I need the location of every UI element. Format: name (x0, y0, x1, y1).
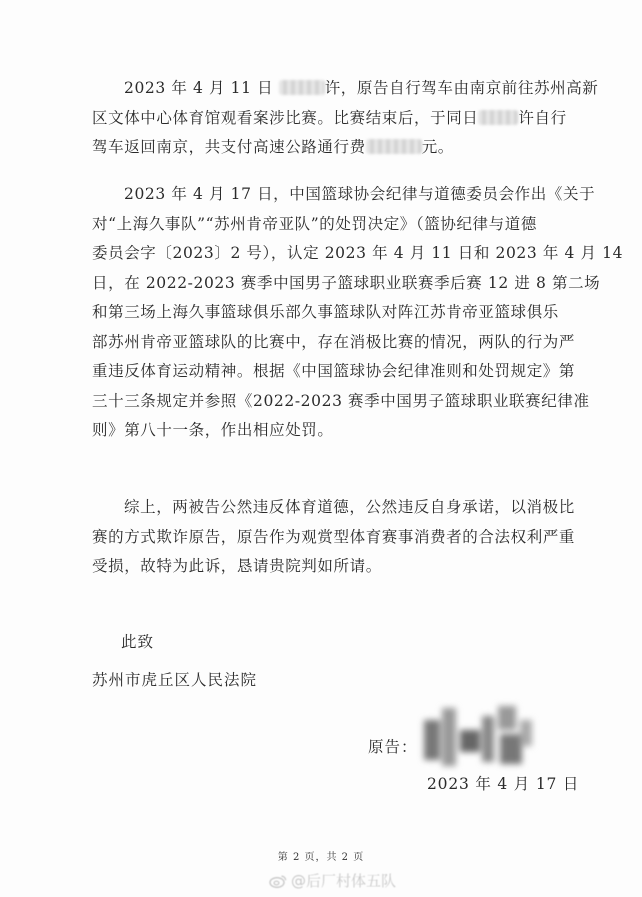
paragraph-travel (92, 74, 599, 163)
closing-salutation: 此致 (121, 633, 155, 651)
watermark (269, 870, 396, 891)
page-number: 第 2 页，共 2 页 (277, 852, 365, 863)
paragraph-line (92, 387, 590, 417)
text-segment: 受损，故特为此诉，恳请贵院判如所请。 (92, 557, 382, 575)
signature-redacted (420, 700, 538, 774)
text-segment: 重违反体育运动精神。根据《中国篮球协会纪律准则和处罚规定》第 (92, 362, 576, 380)
text-segment: 三十三条规定并参照《2022-2023 赛季中国男子篮球职业联赛纪律准 (92, 391, 590, 410)
paragraph-line (92, 239, 624, 269)
text-segment: 和第三场上海久事篮球俱乐部久事篮球队对阵江苏肯帝亚篮球俱乐 (92, 303, 559, 321)
paragraph-line (92, 493, 575, 523)
paragraph-line (92, 133, 552, 163)
text-segment: 元。 (421, 138, 454, 156)
text-segment: 2023 年 4 月 11 日 (124, 79, 279, 97)
paragraph-line (92, 552, 552, 582)
redacted-value (478, 110, 518, 125)
text-segment: 驾车返回南京，共支付高速公路通行费 (92, 138, 366, 156)
filing-date: 2023 年 4 月 17 日 (427, 775, 580, 793)
redacted-value (279, 80, 325, 95)
paragraph-line (92, 328, 576, 358)
court-name: 苏州市虎丘区人民法院 (92, 671, 258, 689)
text-segment: 许自行 (518, 108, 567, 127)
paragraph-penalty-decision (92, 180, 624, 446)
text-segment: 综上，两被告公然违反体育道德，公然违反自身承诺，以消极比 (124, 498, 575, 516)
text-segment: 许，原告自行驾车由南京前往苏州高新 (324, 79, 599, 97)
redacted-value (366, 139, 422, 154)
paragraph-line (92, 210, 552, 240)
watermark-text: @后厂村体五队 (291, 872, 397, 890)
weibo-icon (269, 874, 287, 888)
paragraph-line (92, 104, 567, 134)
text-segment: 对“上海久事队”“苏州肯帝亚队”的处罚决定》（篮协纪律与道德 (92, 214, 537, 233)
text-segment: 部苏州肯帝亚篮球队的比赛中，存在消极比赛的情况，两队的行为严 (92, 332, 576, 351)
plaintiff-label: 原告： (368, 738, 418, 756)
paragraph-line (92, 298, 559, 328)
paragraph-line (92, 269, 601, 299)
paragraph-summary (92, 493, 576, 582)
text-segment: 委员会字〔2023〕2 号），认定 2023 年 4 月 11 日和 2023 年 4 月 14 (92, 244, 624, 262)
text-segment: 2023 年 4 月 17 日，中国篮球协会纪律与道德委员会作出《关于 (124, 185, 596, 203)
text-segment: 赛的方式欺诈原告，原告作为观赏型体育赛事消费者的合法权利严重 (92, 527, 576, 546)
text-segment: 则》第八十一条，作出相应处罚。 (92, 421, 334, 439)
paragraph-line (92, 523, 576, 553)
paragraph-line (92, 357, 576, 387)
paragraph-line (92, 180, 596, 210)
paragraph-line (92, 74, 599, 104)
text-segment: 日，在 2022-2023 赛季中国男子篮球职业联赛季后赛 12 进 8 第二场 (92, 273, 601, 292)
text-segment: 区文体中心体育馆观看案涉比赛。比赛结束后，于同日 (92, 108, 479, 127)
paragraph-line (92, 416, 552, 446)
